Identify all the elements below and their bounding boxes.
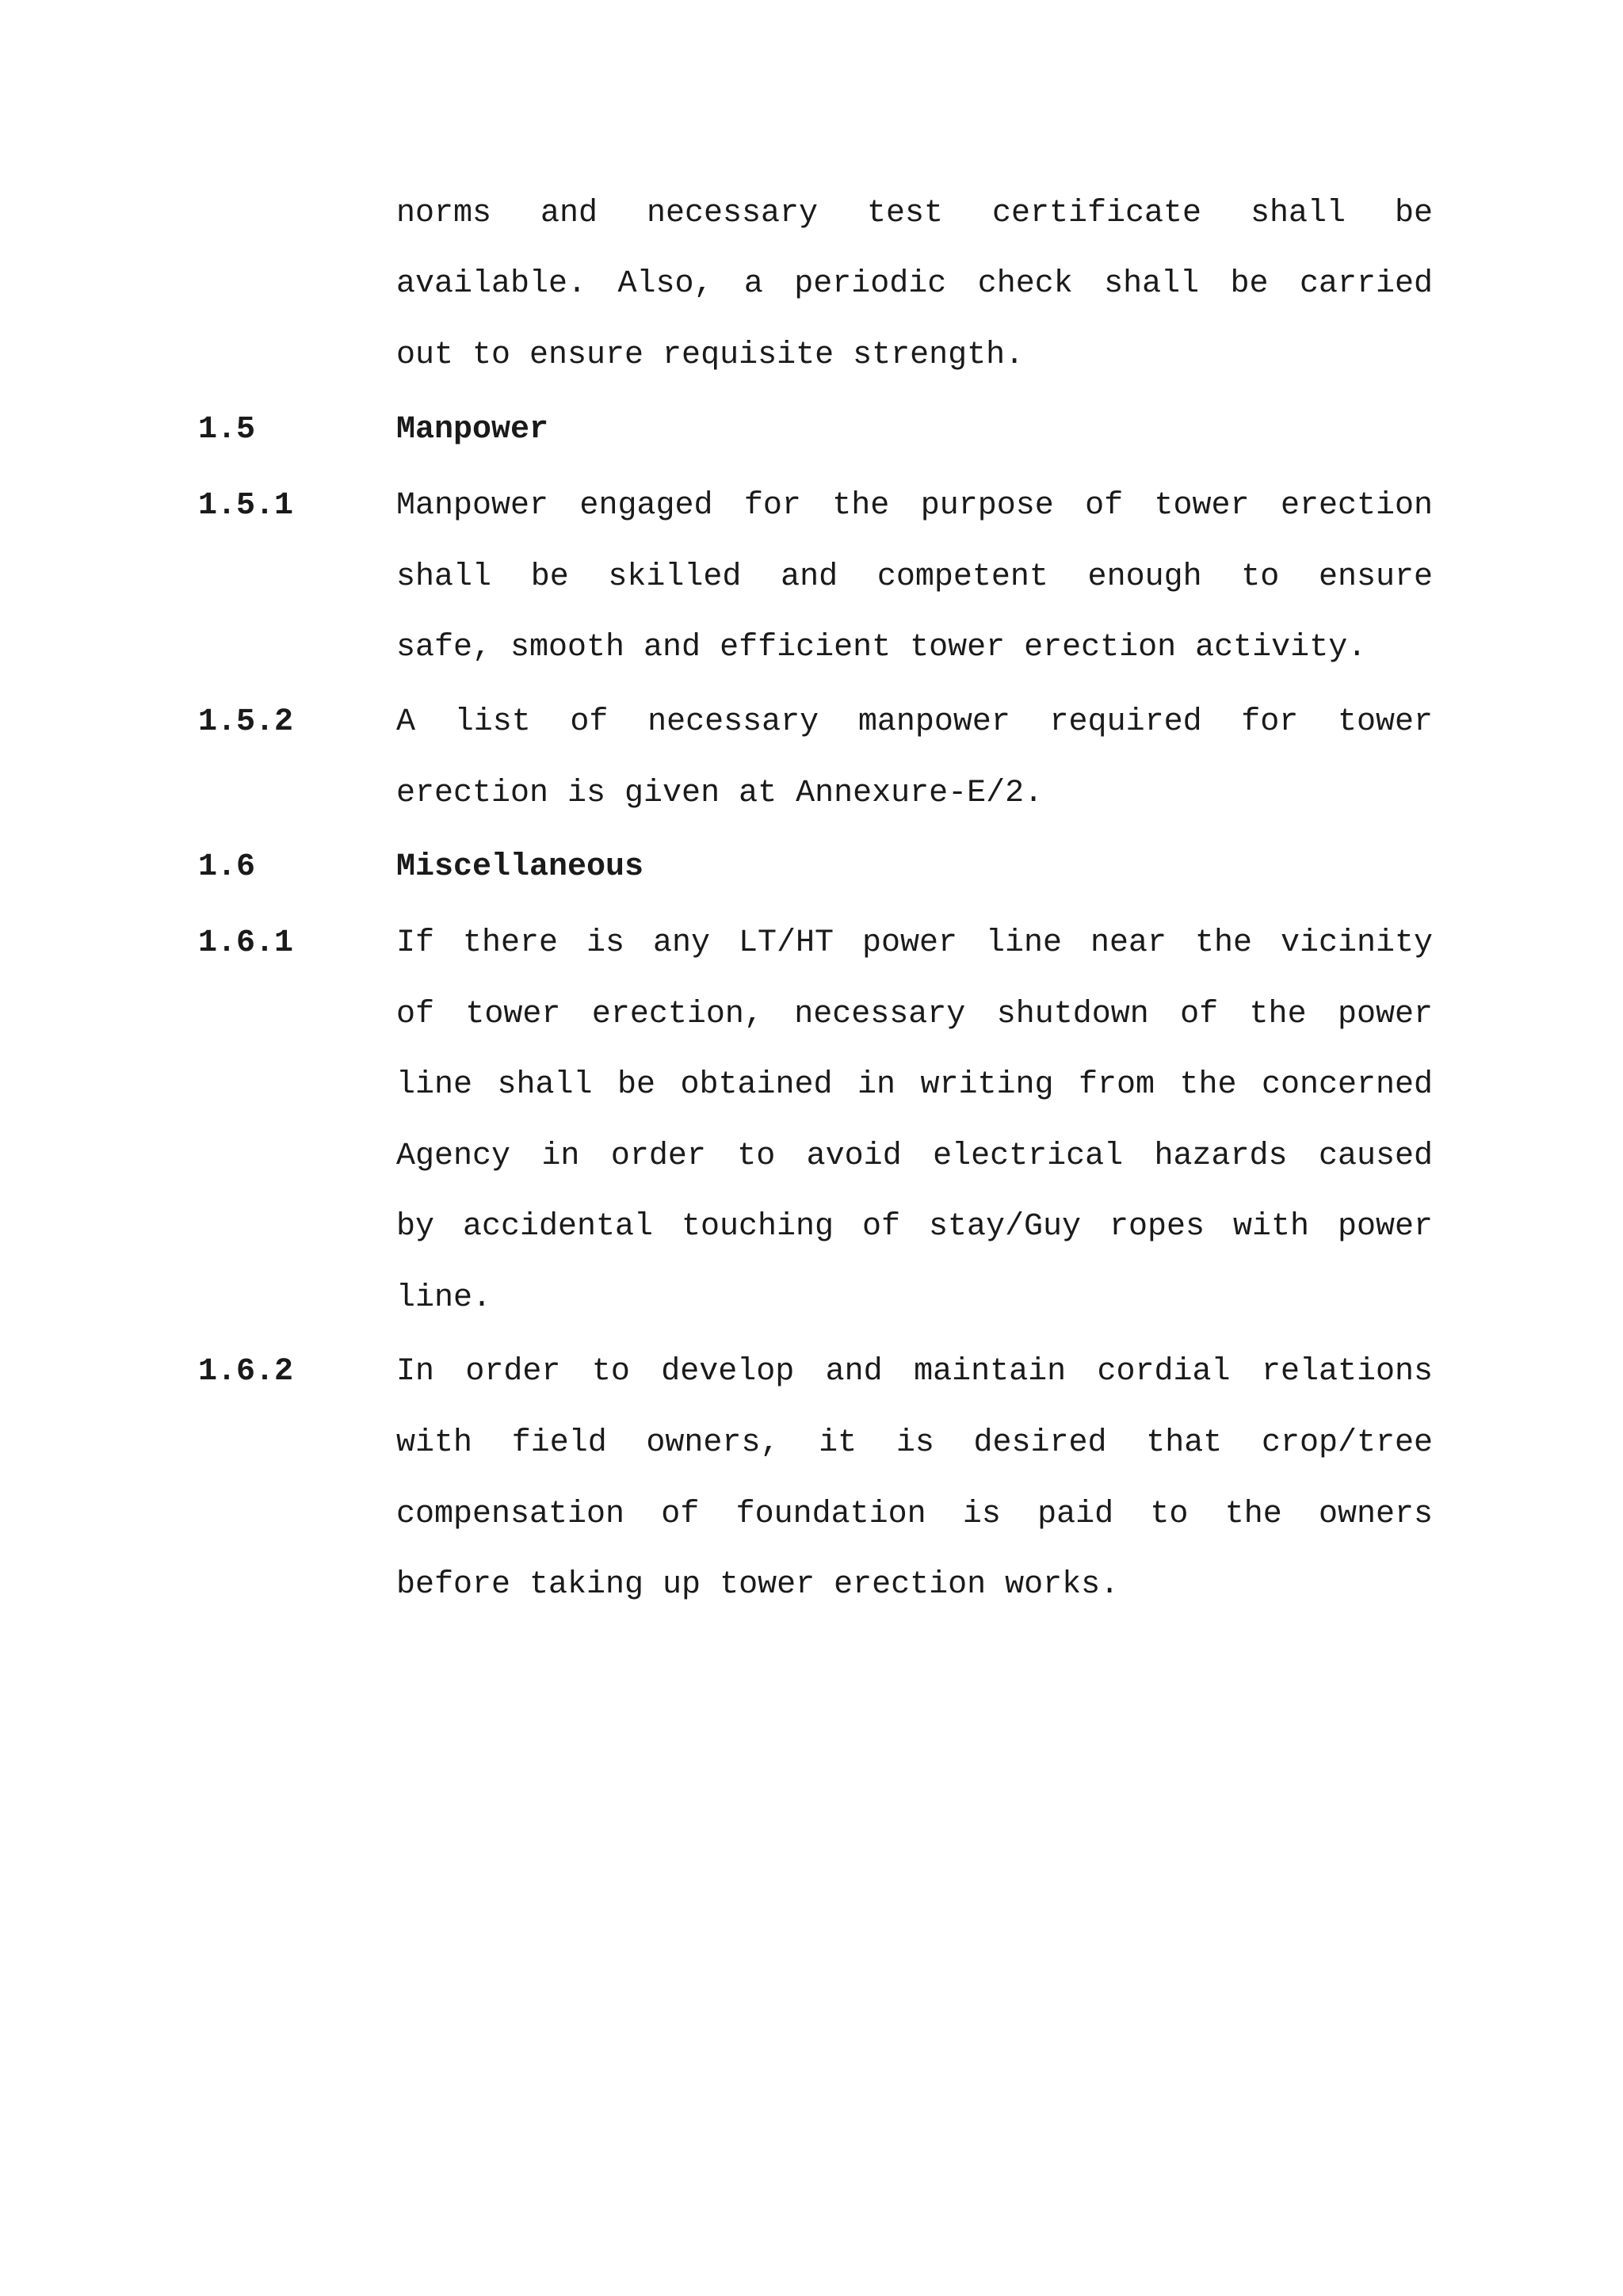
paragraph-line: In order to develop and maintain cordial relations	[396, 1354, 1433, 1390]
section-heading: Manpower	[396, 412, 549, 448]
paragraph-line: compensation of foundation is paid to the owners	[396, 1497, 1433, 1532]
paragraph-line: before taking up tower erection works.	[396, 1567, 1120, 1603]
paragraph-line: available. Also, a periodic check shall be carried	[396, 266, 1433, 302]
paragraph-line: A list of necessary manpower required for tower	[396, 704, 1433, 740]
paragraph-line: of tower erection, necessary shutdown of the power	[396, 997, 1433, 1032]
item-number: 1.5.1	[198, 488, 294, 524]
item-number: 1.6.1	[198, 925, 294, 961]
item-number: 1.6.2	[198, 1354, 294, 1390]
section-number: 1.5	[198, 412, 256, 448]
paragraph-line: line.	[396, 1280, 492, 1316]
section-number: 1.6	[198, 849, 256, 885]
paragraph-line: Manpower engaged for the purpose of tower erection	[396, 488, 1433, 524]
paragraph-line: with field owners, it is desired that crop/tree	[396, 1425, 1433, 1461]
paragraph-line: out to ensure requisite strength.	[396, 338, 1025, 373]
paragraph-line: norms and necessary test certificate shall be	[396, 196, 1433, 231]
paragraph-line: line shall be obtained in writing from the concerned	[396, 1067, 1433, 1103]
paragraph-line: by accidental touching of stay/Guy ropes with power	[396, 1209, 1433, 1245]
item-number: 1.5.2	[198, 704, 294, 740]
paragraph-line: If there is any LT/HT power line near the vicinity	[396, 925, 1433, 961]
paragraph-line: shall be skilled and competent enough to ensure	[396, 559, 1433, 595]
paragraph-line: Agency in order to avoid electrical hazards caused	[396, 1138, 1433, 1174]
section-heading: Miscellaneous	[396, 849, 644, 885]
paragraph-line: safe, smooth and efficient tower erection activity.	[396, 630, 1367, 666]
paragraph-line: erection is given at Annexure-E/2.	[396, 776, 1044, 811]
